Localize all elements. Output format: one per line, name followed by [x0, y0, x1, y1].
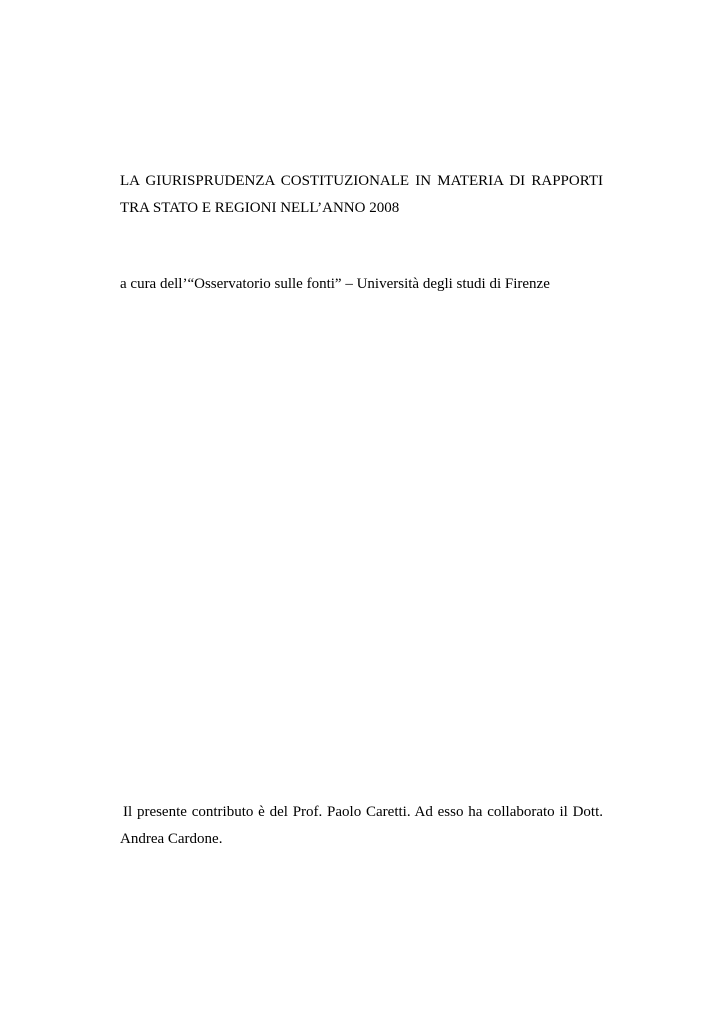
credits-paragraph — [120, 799, 603, 853]
document-title — [120, 168, 603, 222]
credits-line-2: Andrea Cardone. — [120, 831, 223, 847]
curated-by-line: a cura dell’“Osservatorio sulle fonti” – Università degli studi di Firenze — [120, 276, 550, 292]
title-line-1: LA GIURISPRUDENZA COSTITUZIONALE IN MATERIA DI RAPPORTI — [120, 173, 603, 189]
credits-line-1: Il presente contributo è del Prof. Paolo Caretti. Ad esso ha collaborato il Dott. — [123, 804, 603, 820]
title-line-2: TRA STATO E REGIONI NELL’ANNO 2008 — [120, 200, 400, 216]
